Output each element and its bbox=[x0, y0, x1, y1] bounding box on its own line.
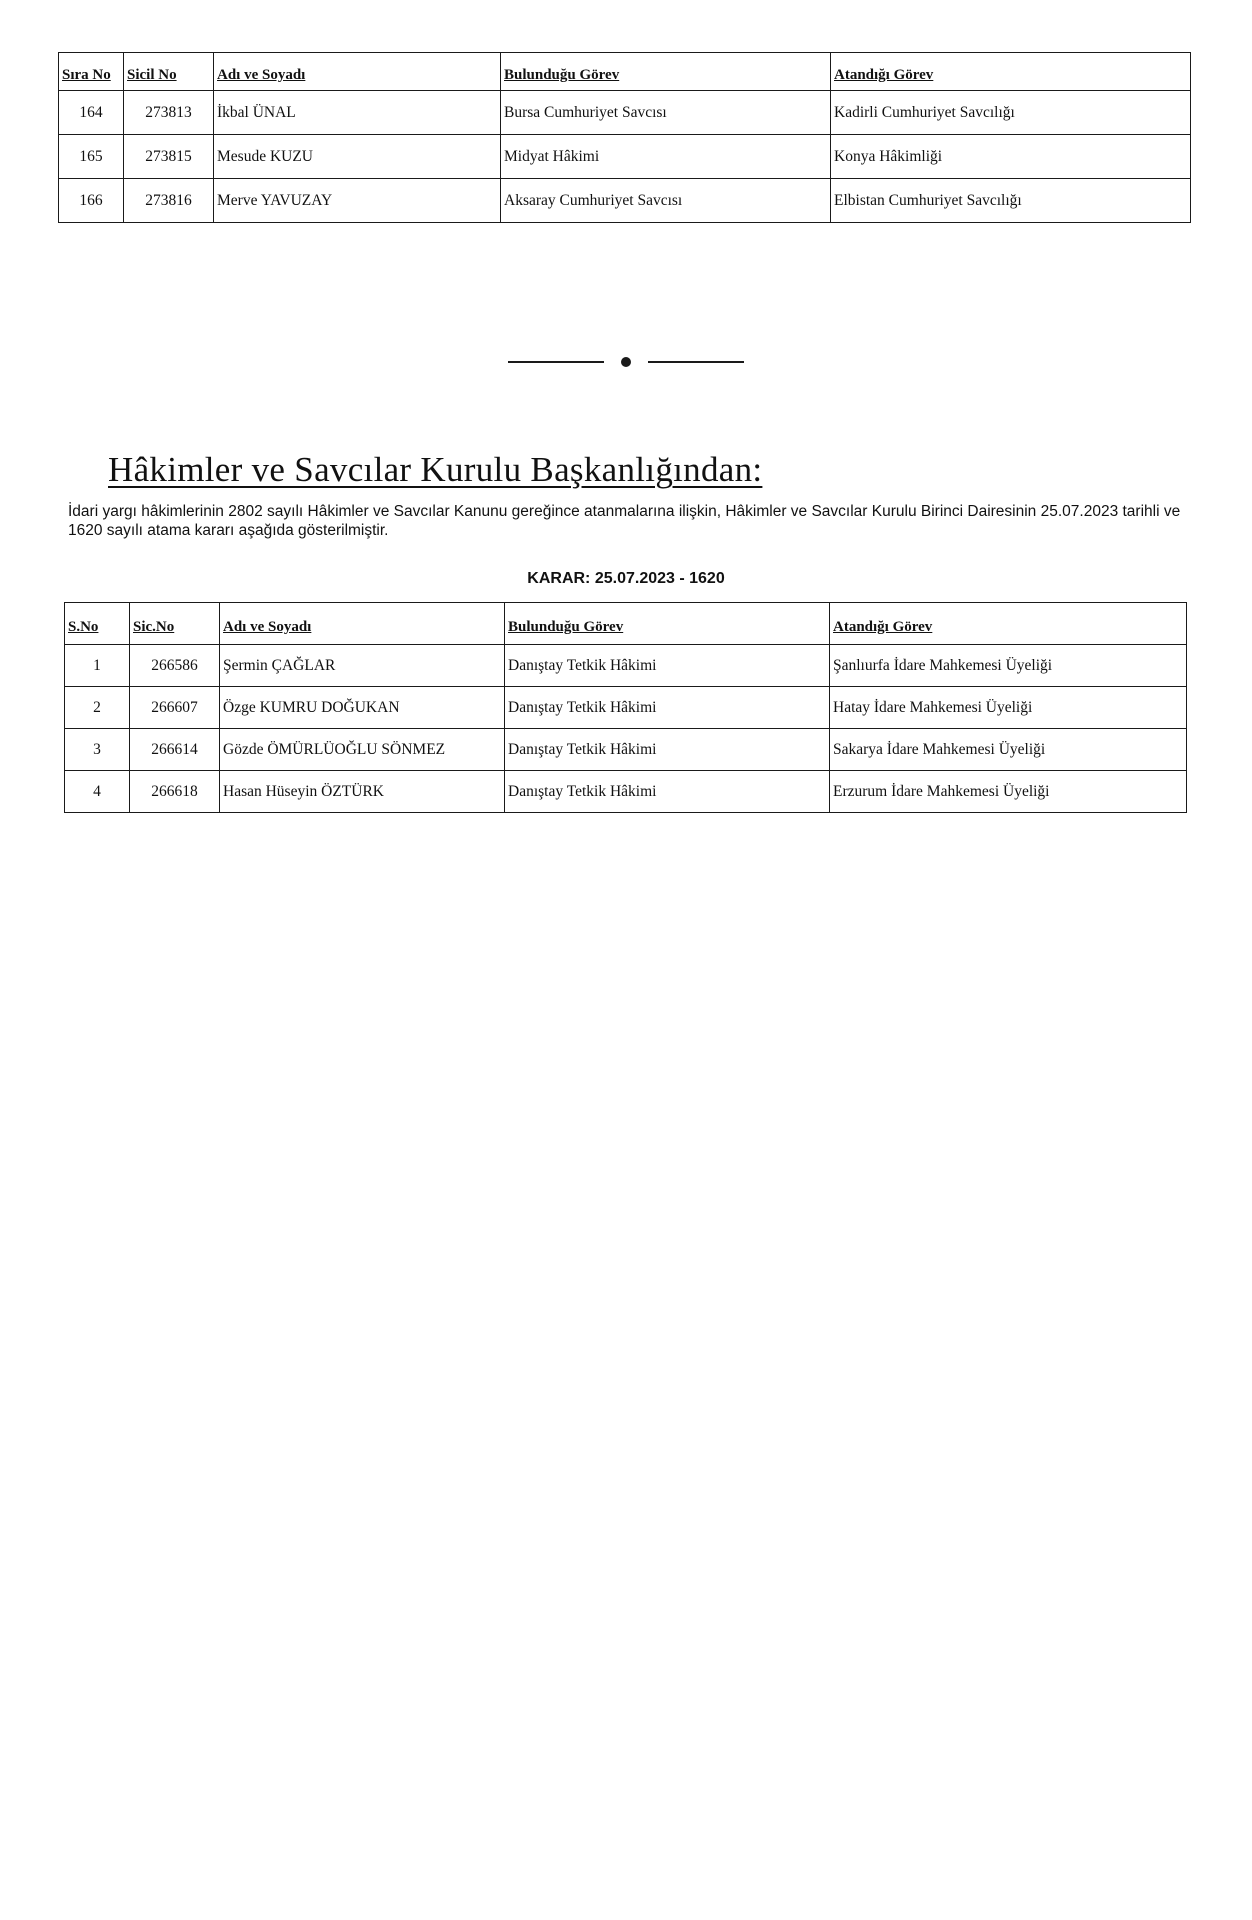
cell-sira-no: 164 bbox=[59, 91, 124, 135]
divider-line-left bbox=[508, 361, 604, 363]
column-header-current-post: Bulunduğu Görev bbox=[501, 53, 831, 91]
cell-sicil-no: 273815 bbox=[124, 135, 214, 179]
cell-current-post: Danıştay Tetkik Hâkimi bbox=[505, 771, 830, 813]
cell-current-post: Danıştay Tetkik Hâkimi bbox=[505, 729, 830, 771]
cell-s-no: 3 bbox=[65, 729, 130, 771]
cell-name: Gözde ÖMÜRLÜOĞLU SÖNMEZ bbox=[220, 729, 505, 771]
table-row bbox=[65, 645, 1187, 687]
cell-current-post: Danıştay Tetkik Hâkimi bbox=[505, 687, 830, 729]
cell-name: Mesude KUZU bbox=[214, 135, 501, 179]
table-header-row bbox=[59, 53, 1191, 91]
table-row bbox=[65, 771, 1187, 813]
section-paragraph: İdari yargı hâkimlerinin 2802 sayılı Hâkimler ve Savcılar Kanunu gereğince atanmalarına ilişkin, Hâkimler ve Savcılar Kurulu Birinci Dairesinin 25.07.2023 tarihli ve 1620 sayılı atama kararı aşağıda gösterilmiştir. bbox=[68, 503, 1181, 539]
column-header-assigned-post: Atandığı Görev bbox=[831, 53, 1191, 91]
cell-assigned-post: Kadirli Cumhuriyet Savcılığı bbox=[831, 91, 1191, 135]
cell-sic-no: 266614 bbox=[130, 729, 220, 771]
cell-s-no: 1 bbox=[65, 645, 130, 687]
cell-sic-no: 266607 bbox=[130, 687, 220, 729]
cell-name: Merve YAVUZAY bbox=[214, 179, 501, 223]
cell-current-post: Midyat Hâkimi bbox=[501, 135, 831, 179]
column-header-current-post: Bulunduğu Görev bbox=[505, 603, 830, 645]
cell-current-post: Aksaray Cumhuriyet Savcısı bbox=[501, 179, 831, 223]
column-header-sic-no: Sic.No bbox=[130, 603, 220, 645]
cell-name: Özge KUMRU DOĞUKAN bbox=[220, 687, 505, 729]
cell-sic-no: 266618 bbox=[130, 771, 220, 813]
table-row bbox=[65, 687, 1187, 729]
column-header-name: Adı ve Soyadı bbox=[214, 53, 501, 91]
cell-s-no: 2 bbox=[65, 687, 130, 729]
appointments-table-continued bbox=[58, 52, 1191, 223]
cell-sicil-no: 273813 bbox=[124, 91, 214, 135]
table-row bbox=[65, 729, 1187, 771]
cell-current-post: Bursa Cumhuriyet Savcısı bbox=[501, 91, 831, 135]
column-header-s-no: S.No bbox=[65, 603, 130, 645]
cell-sira-no: 166 bbox=[59, 179, 124, 223]
cell-s-no: 4 bbox=[65, 771, 130, 813]
cell-assigned-post: Şanlıurfa İdare Mahkemesi Üyeliği bbox=[830, 645, 1187, 687]
column-header-sicil-no: Sicil No bbox=[124, 53, 214, 91]
cell-assigned-post: Sakarya İdare Mahkemesi Üyeliği bbox=[830, 729, 1187, 771]
cell-name: İkbal ÜNAL bbox=[214, 91, 501, 135]
column-header-assigned-post: Atandığı Görev bbox=[830, 603, 1187, 645]
cell-assigned-post: Erzurum İdare Mahkemesi Üyeliği bbox=[830, 771, 1187, 813]
column-header-sira-no: Sıra No bbox=[59, 53, 124, 91]
table-row bbox=[59, 179, 1191, 223]
cell-name: Şermin ÇAĞLAR bbox=[220, 645, 505, 687]
section-heading: Hâkimler ve Savcılar Kurulu Başkanlığından: bbox=[108, 450, 763, 489]
divider-line-right bbox=[648, 361, 744, 363]
cell-assigned-post: Hatay İdare Mahkemesi Üyeliği bbox=[830, 687, 1187, 729]
decision-label: KARAR: 25.07.2023 - 1620 bbox=[527, 570, 725, 587]
divider-dot-icon bbox=[621, 357, 631, 367]
appointments-table bbox=[64, 602, 1187, 813]
cell-sic-no: 266586 bbox=[130, 645, 220, 687]
cell-sira-no: 165 bbox=[59, 135, 124, 179]
cell-sicil-no: 273816 bbox=[124, 179, 214, 223]
table-header-row bbox=[65, 603, 1187, 645]
cell-assigned-post: Elbistan Cumhuriyet Savcılığı bbox=[831, 179, 1191, 223]
cell-current-post: Danıştay Tetkik Hâkimi bbox=[505, 645, 830, 687]
cell-assigned-post: Konya Hâkimliği bbox=[831, 135, 1191, 179]
column-header-name: Adı ve Soyadı bbox=[220, 603, 505, 645]
table-row bbox=[59, 91, 1191, 135]
table-row bbox=[59, 135, 1191, 179]
section-divider bbox=[508, 352, 744, 372]
cell-name: Hasan Hüseyin ÖZTÜRK bbox=[220, 771, 505, 813]
